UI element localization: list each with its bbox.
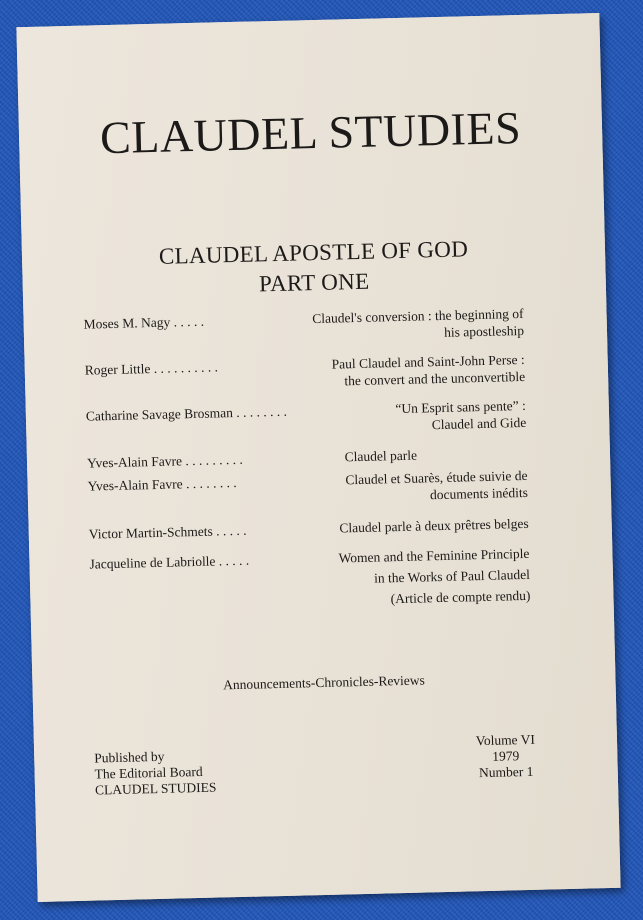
toc-title: Women and the Feminine Principle (338, 545, 530, 566)
toc-leader-dots: . . . . . . . . (185, 475, 237, 492)
journal-cover (16, 13, 620, 902)
toc-entry (87, 467, 528, 512)
announcements-line: Announcements-Chronicles-Reviews (222, 672, 425, 693)
publisher-line: CLAUDEL STUDIES (94, 779, 217, 798)
toc-title-continued: (Article de compte rendu) (390, 587, 531, 607)
volume-label: Volume VI (475, 731, 536, 749)
volume-block (476, 732, 536, 781)
toc-title-continued: his apostleship (443, 322, 525, 340)
toc-author: Catharine Savage Brosman (85, 405, 234, 424)
toc-author: Yves-Alain Favre (87, 476, 183, 494)
issue-title-line-2: PART ONE (258, 268, 370, 297)
toc-entry (89, 515, 529, 543)
toc-author: Moses M. Nagy (83, 314, 171, 332)
toc-leader-dots: . . . . . (173, 313, 205, 330)
toc-leader-dots: . . . . . (218, 552, 250, 569)
toc-entry (86, 397, 527, 442)
issue-title (22, 231, 606, 305)
toc-title-continued: in the Works of Paul Claudel (374, 566, 531, 586)
toc-title: Claudel et Suarès, étude suivie de (345, 467, 528, 488)
volume-year: 1979 (492, 748, 520, 764)
toc-title-continued: Claudel and Gide (431, 414, 527, 433)
publisher-line: Published by (94, 748, 165, 766)
issue-title-line-1: CLAUDEL APOSTLE OF GOD (158, 236, 469, 269)
toc-title: Paul Claudel and Saint-John Perse : (331, 351, 525, 372)
toc-leader-dots: . . . . . . . . . . (153, 359, 219, 376)
toc-entry (89, 545, 530, 615)
toc-title: Claudel parle (344, 447, 418, 465)
volume-number: Number 1 (478, 763, 534, 781)
toc-title: Claudel parle à deux prêtres belges (339, 515, 529, 536)
toc-leader-dots: . . . . . . . . (236, 403, 288, 420)
toc-author: Roger Little (84, 361, 151, 378)
toc-author: Victor Martin-Schmets (88, 523, 213, 542)
toc-entry (83, 305, 524, 350)
journal-title: CLAUDEL STUDIES (99, 101, 522, 164)
toc-title-continued: documents inédits (429, 484, 529, 503)
toc-author: Yves-Alain Favre (86, 453, 183, 471)
publisher-line: The Editorial Board (94, 763, 203, 782)
table-of-contents (83, 305, 531, 607)
toc-entry (87, 447, 417, 472)
toc-entry (85, 351, 526, 396)
toc-leader-dots: . . . . . . . . . (185, 451, 243, 469)
toc-author: Jacqueline de Labriolle (89, 553, 216, 572)
toc-title: “Un Esprit sans pente” : (395, 397, 526, 417)
publisher-block (94, 748, 217, 799)
toc-title-continued: the convert and the unconvertible (344, 368, 526, 389)
toc-title: Claudel's conversion : the beginning of (312, 305, 524, 327)
toc-leader-dots: . . . . . (216, 522, 247, 539)
